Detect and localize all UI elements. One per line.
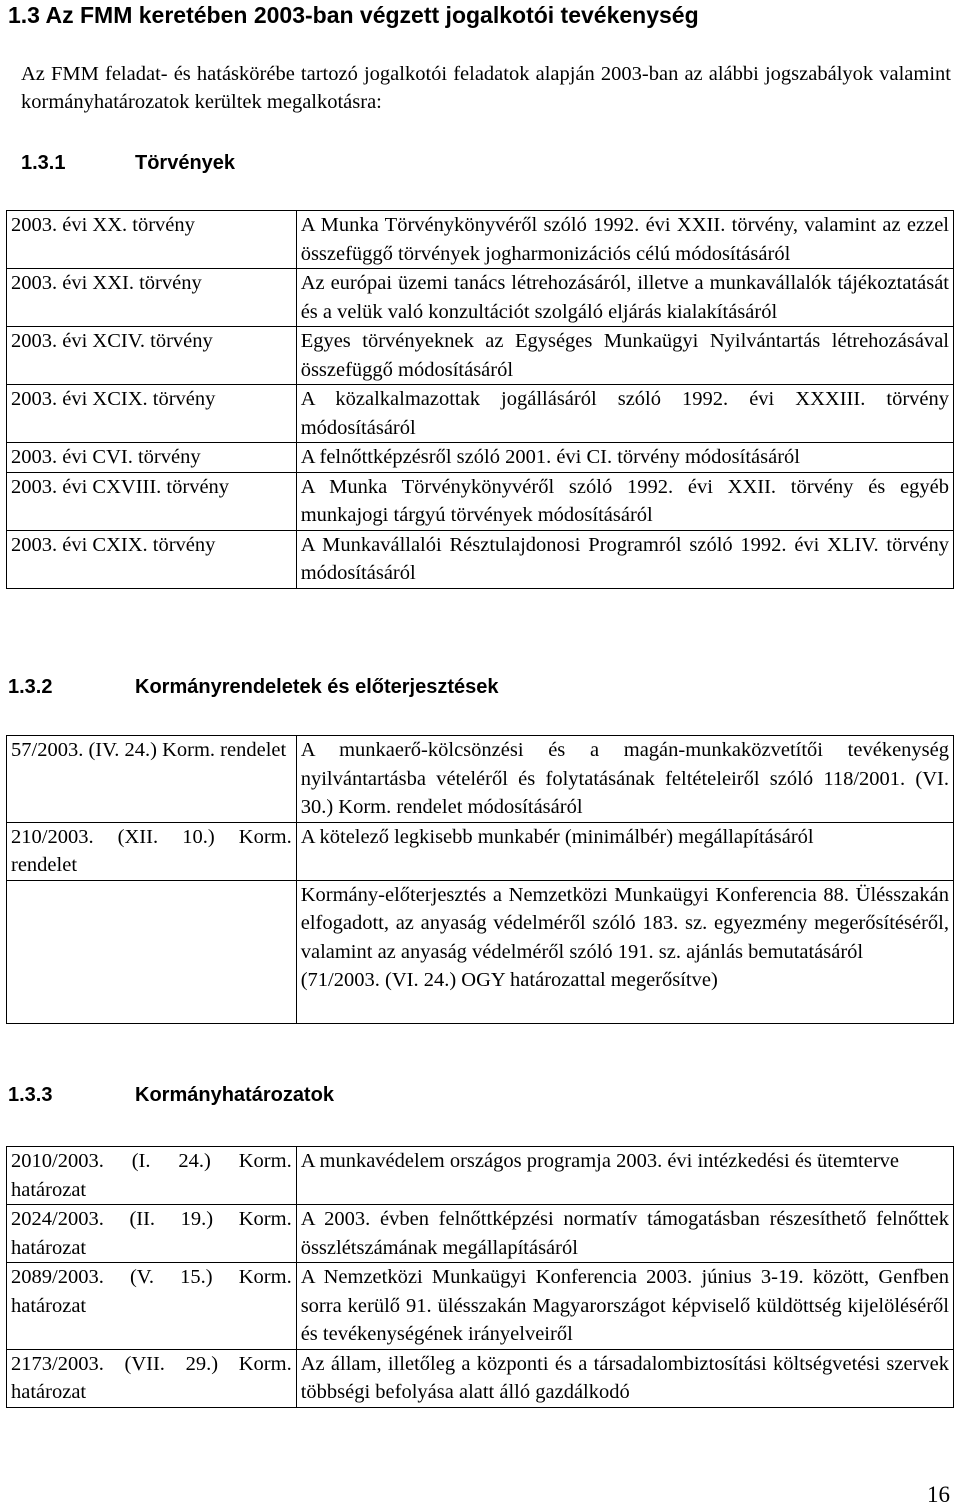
resolution-title: A munkavédelem országos programja 2003. évi intézkedési és ütemterve	[296, 1147, 953, 1205]
laws-heading-number: 1.3.1	[21, 152, 66, 174]
decree-title: A kötelező legkisebb munkabér (minimálbér) megállapításáról	[296, 822, 953, 880]
table-row	[7, 530, 954, 588]
decree-id	[7, 880, 297, 1023]
law-title: Egyes törvényeknek az Egységes Munkaügyi Nyilvántartás létrehozásával összefüggő módosításáról	[296, 327, 953, 385]
table-row	[7, 211, 954, 269]
table-row	[7, 1147, 954, 1205]
law-id: 2003. évi CXIX. törvény	[7, 530, 297, 588]
resolutions-table	[6, 1146, 954, 1408]
decree-id: 57/2003. (IV. 24.) Korm. rendelet	[7, 736, 297, 823]
law-id: 2003. évi XXI. törvény	[7, 269, 297, 327]
laws-heading-title: Törvények	[135, 152, 236, 174]
proposal-note: (71/2003. (VI. 24.) OGY határozattal megerősítve)	[300, 969, 718, 991]
proposal-cell	[296, 880, 953, 1023]
decrees-heading	[8, 676, 499, 699]
resolution-title: A Nemzetközi Munkaügyi Konferencia 2003. június 3-19. között, Genfben sorra kerülő 91. ülésszakán Magyarországot képviselő küldöttség kijelöléséről és tevékenységének irányelveiről	[296, 1263, 953, 1350]
table-row	[7, 443, 954, 473]
law-id: 2003. évi XCIX. törvény	[7, 385, 297, 443]
law-title: A felnőttképzésről szóló 2001. évi CI. törvény módosításáról	[296, 443, 953, 473]
table-row	[7, 472, 954, 530]
resolution-id: 2173/2003. (VII. 29.) Korm. határozat	[7, 1349, 297, 1407]
resolutions-heading-number: 1.3.3	[8, 1084, 53, 1106]
decrees-heading-number: 1.3.2	[8, 676, 53, 698]
law-title: Az európai üzemi tanács létrehozásáról, illetve a munkavállalók tájékoztatását és a velük való konzultációt szolgáló eljárás kialakításáról	[296, 269, 953, 327]
law-title: A Munkavállalói Résztulajdonosi Programról szóló 1992. évi XLIV. törvény módosításáról	[296, 530, 953, 588]
table-row	[7, 1349, 954, 1407]
resolution-title: Az állam, illetőleg a központi és a társadalombiztosítási költségvetési szervek többségi befolyása alatt álló gazdálkodó	[296, 1349, 953, 1407]
law-id: 2003. évi CVI. törvény	[7, 443, 297, 473]
decrees-table	[6, 735, 954, 1024]
table-row	[7, 1263, 954, 1350]
decrees-heading-title: Kormányrendeletek és előterjesztések	[135, 676, 499, 698]
resolution-id: 2010/2003. (I. 24.) Korm. határozat	[7, 1147, 297, 1205]
law-title: A közalkalmazottak jogállásáról szóló 1992. évi XXXIII. törvény módosításáról	[296, 385, 953, 443]
decree-id: 210/2003. (XII. 10.) Korm. rendelet	[7, 822, 297, 880]
table-row	[7, 736, 954, 823]
law-id: 2003. évi XCIV. törvény	[7, 327, 297, 385]
law-title: A Munka Törvénykönyvéről szóló 1992. évi XXII. törvény, valamint az ezzel összefüggő törvények jogharmonizációs célú módosításáról	[296, 211, 953, 269]
table-row	[7, 880, 954, 1023]
table-row	[7, 269, 954, 327]
table-row	[7, 1205, 954, 1263]
law-id: 2003. évi CXVIII. törvény	[7, 472, 297, 530]
resolution-title: A 2003. évben felnőttképzési normatív támogatásban részesíthető felnőttek összlétszámának megállapításáról	[296, 1205, 953, 1263]
proposal-title: Kormány-előterjesztés a Nemzetközi Munkaügyi Konferencia 88. Ülésszakán elfogadott, az anyaság védelméről szóló 183. sz. egyezmény megerősítéséről, valamint az anyaság védelméről szóló 191. sz. ajánlás bemutatásáról	[300, 883, 949, 963]
resolution-id: 2089/2003. (V. 15.) Korm. határozat	[7, 1263, 297, 1350]
law-id: 2003. évi XX. törvény	[7, 211, 297, 269]
decree-title: A munkaerő-kölcsönzési és a magán-munkaközvetítői tevékenység nyilvántartásba vételéről és folytatásának feltételeiről szóló 118/2001. (VI. 30.) Korm. rendelet módosításáról	[296, 736, 953, 823]
law-title: A Munka Törvénykönyvéről szóló 1992. évi XXII. törvény és egyéb munkajogi tárgyú törvények módosításáról	[296, 472, 953, 530]
laws-heading	[21, 152, 235, 175]
resolutions-heading	[8, 1084, 334, 1107]
page-number: 16	[927, 1482, 950, 1507]
table-row	[7, 385, 954, 443]
resolution-id: 2024/2003. (II. 19.) Korm. határozat	[7, 1205, 297, 1263]
section-heading: 1.3 Az FMM keretében 2003-ban végzett jogalkotói tevékenység	[8, 2, 699, 28]
laws-table	[6, 210, 954, 589]
table-row	[7, 327, 954, 385]
resolutions-heading-title: Kormányhatározatok	[135, 1084, 334, 1106]
table-row	[7, 822, 954, 880]
intro-paragraph: Az FMM feladat- és hatáskörébe tartozó jogalkotói feladatok alapján 2003-ban az alábbi jogszabályok valamint kormányhatározatok kerültek megalkotásra:	[21, 63, 951, 113]
